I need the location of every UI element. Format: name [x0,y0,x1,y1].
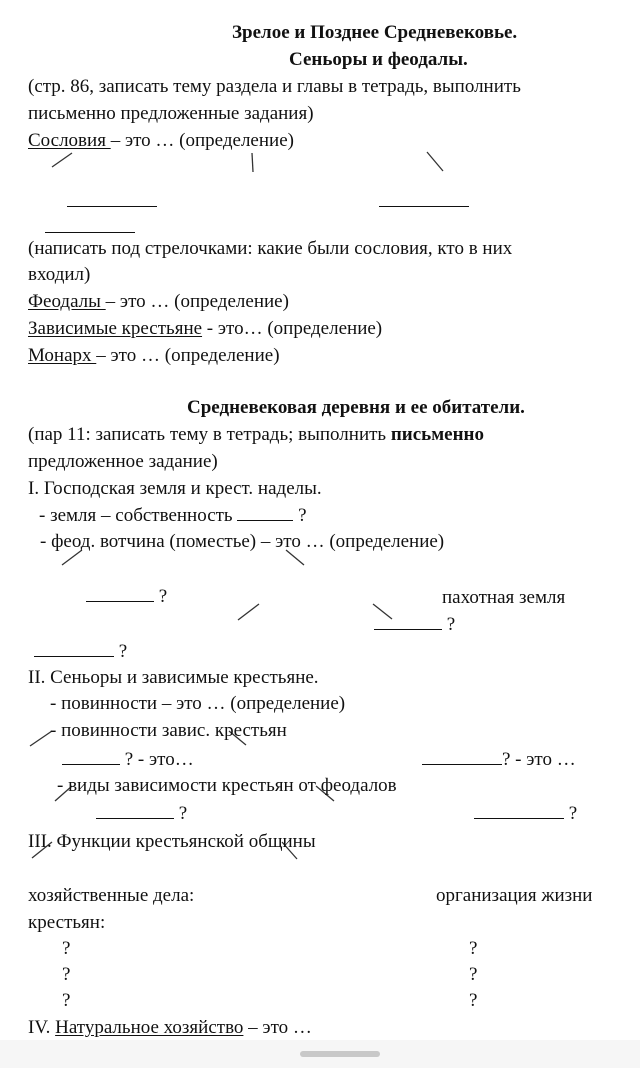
part1-item1-text: - земля – собственность [39,505,238,526]
part4-prefix: IV. [28,1017,56,1038]
arrow-mark [30,731,52,746]
arrow-mark [427,152,443,171]
monarch-term: Монарх [28,345,97,366]
section2-instr-line1 [28,424,484,446]
dependent-definition [28,318,382,340]
arrow-mark [238,604,259,620]
dependent-term: Зависимые крестьяне [28,318,203,339]
question-mark: ? [446,614,456,635]
blank-question [374,613,455,636]
arrows-note-line1: (написать под стрелочками: какие были сословия, кто в них [28,238,513,259]
natural-economy-term: Натуральное хозяйство [55,1017,244,1038]
blank-line [62,748,120,765]
blank-line [422,748,502,765]
part1-item1 [39,504,307,527]
part4-heading [28,1017,312,1039]
blank-line [379,206,469,207]
question-mark: ? [62,938,71,959]
question-this-label: ? - это … [502,749,576,770]
blank-line [45,232,135,233]
question-mark: ? [158,586,168,607]
section2-instr-bold: письменно [390,424,484,445]
section2-instr-text: (пар 11: записать тему в тетрадь; выполнить [28,424,391,445]
blank-question [96,802,187,825]
part2-item3: - виды зависимости крестьян от феодалов [57,775,397,796]
feudals-rest: – это … (определение) [105,291,289,312]
arrow-mark [252,153,253,172]
part1-heading: I. Господская земля и крест. наделы. [28,478,322,499]
arrow-mark [52,153,72,167]
part4-rest: – это … [243,1017,312,1038]
blank-question-this [62,748,194,771]
estates-rest: – это … (определение) [110,130,294,151]
estates-term: Сословия [28,130,111,151]
monarch-definition [28,345,280,367]
question-mark: ? [469,938,478,959]
part2-heading: II. Сеньоры и зависимые крестьяне. [28,667,319,688]
blank-line [96,802,174,819]
question-mark: ? [469,990,478,1011]
monarch-rest: – это … (определение) [96,345,280,366]
blank-line [34,640,114,657]
blank-question [34,640,127,663]
feudals-definition [28,291,289,313]
question-this-label: ? - это… [120,749,194,770]
part1-item2: - феод. вотчина (поместье) – это … (определение) [40,531,445,552]
question-mark: ? [62,964,71,985]
org-life-label-cont: крестьян: [28,912,106,933]
arable-land-label: пахотная земля [442,587,566,608]
estates-definition [28,130,294,152]
section2-title: Средневековая деревня и ее обитатели. [187,397,525,418]
part2-item2: - повинности завис. крестьян [50,720,287,741]
blank-question-this [422,748,576,771]
blank-question [86,585,167,608]
arrows-note-line2: входил) [28,264,91,285]
part3-heading: III. Функции крестьянской общины [28,831,316,852]
question-mark: ? [62,990,71,1011]
question-mark: ? [118,641,128,662]
section1-title-line1: Зрелое и Позднее Средневековье. [232,22,518,43]
section1-instr-line1: (стр. 86, записать тему раздела и главы в тетрадь, выполнить [28,76,521,97]
question-mark: ? [469,964,478,985]
home-indicator[interactable] [300,1051,380,1057]
section2-instr-line2: предложенное задание) [28,451,218,472]
section1-instr-line2: письменно предложенные задания) [28,103,314,124]
question-mark: ? [178,803,188,824]
feudals-term: Феодалы [28,291,106,312]
part2-item1: - повинности – это … (определение) [50,693,346,714]
blank-line [237,504,293,521]
econ-affairs-label: хозяйственные дела: [28,885,195,906]
org-life-label: организация жизни [436,885,593,906]
blank-line [86,585,154,602]
dependent-rest: - это… (определение) [202,318,383,339]
blank-line [474,802,564,819]
question-mark: ? [568,803,578,824]
blank-line [67,206,157,207]
blank-line [374,613,442,630]
blank-question [474,802,577,825]
question-mark: ? [293,505,307,526]
section1-title-line2: Сеньоры и феодалы. [289,49,468,70]
